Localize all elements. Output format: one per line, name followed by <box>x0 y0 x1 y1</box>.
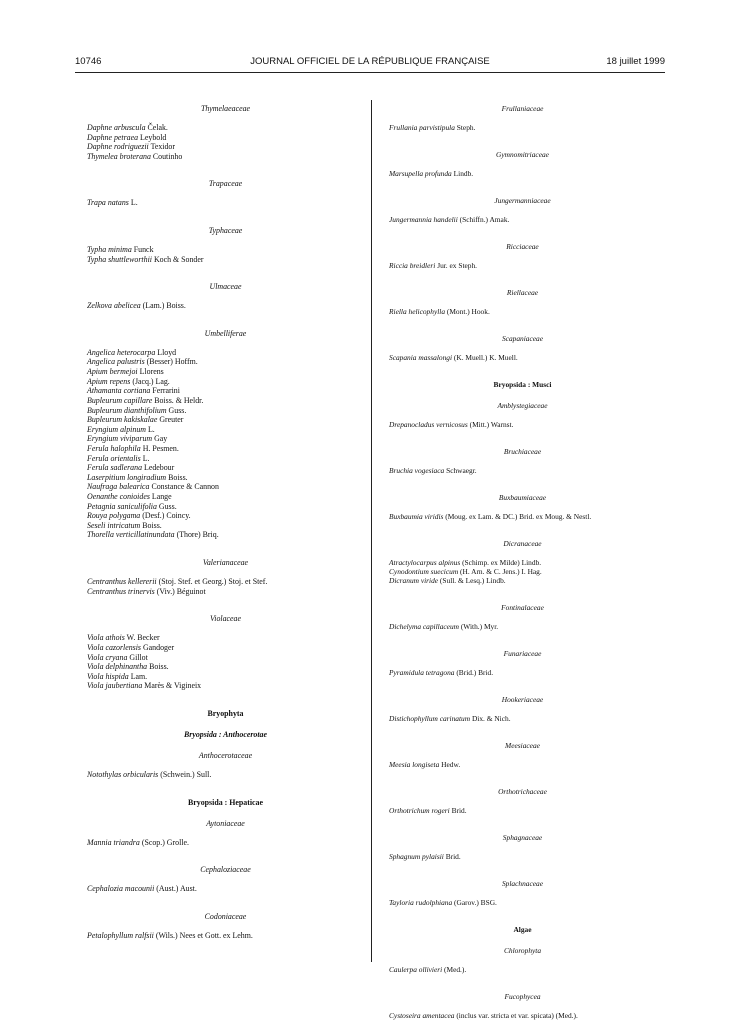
species-entry <box>87 473 364 483</box>
section-heading-algae: Algae <box>513 925 532 935</box>
species-author: (Med.). <box>444 965 467 975</box>
species-entry <box>379 307 666 316</box>
species-entry <box>379 215 666 224</box>
species-name: Viola jaubertiana <box>87 681 143 691</box>
family-heading: Funariaceae <box>503 649 542 659</box>
species-entry <box>87 415 364 425</box>
species-author: (Desf.) Coincy. <box>142 511 191 521</box>
family-group <box>87 556 364 596</box>
family-heading: Valerianaceae <box>202 558 249 568</box>
family-heading: Gymnomitriaceae <box>496 150 549 160</box>
species-name: Bupleurum dianthifolium <box>87 405 167 415</box>
species-author: Greuter <box>159 415 184 425</box>
species-entry <box>379 668 666 677</box>
species-author: Gillot <box>129 652 148 662</box>
species-name: Tayloria rudolphiana <box>389 898 453 908</box>
family-group <box>87 177 364 208</box>
species-author: Brid. <box>451 806 467 816</box>
species-entry <box>379 714 666 723</box>
species-entry <box>379 806 666 815</box>
species-entry <box>87 681 364 691</box>
family-group <box>379 601 666 631</box>
species-author: Jur. ex Steph. <box>437 261 478 271</box>
species-entry <box>87 482 364 492</box>
species-name: Viola cryana <box>87 652 128 662</box>
species-name: Oenanthe conioides <box>87 492 150 502</box>
family-group <box>379 877 666 907</box>
species-name: Dicranum viride <box>389 576 439 586</box>
species-entry <box>379 852 666 861</box>
species-entry <box>379 622 666 631</box>
species-author: Čelak. <box>147 123 168 132</box>
species-entry <box>87 931 364 941</box>
species-name: Caulerpa ollivieri <box>389 965 443 975</box>
family-heading: Fontinalaceae <box>501 603 544 613</box>
species-author: Schwaegr. <box>446 466 477 476</box>
right-column <box>379 102 666 1036</box>
section-heading-musci: Bryopsida : Musci <box>493 380 552 390</box>
species-entry <box>379 576 666 585</box>
species-name: Ferula halophila <box>87 443 141 453</box>
species-entry <box>87 434 364 444</box>
species-author: (Schiffn.) Amak. <box>459 215 510 225</box>
family-group <box>379 831 666 861</box>
column-divider <box>371 100 372 962</box>
header-rule <box>75 72 665 73</box>
family-heading: Violaceae <box>210 614 241 624</box>
family-heading: Thymelaeaceae <box>200 104 251 113</box>
family-group <box>87 863 364 894</box>
species-entry <box>379 420 666 429</box>
species-entry <box>87 643 364 653</box>
species-entry <box>379 512 666 521</box>
species-author: (Schwein.) Sull. <box>160 769 212 779</box>
species-name: Viola hispida <box>87 671 129 681</box>
species-entry <box>87 425 364 435</box>
species-entry <box>379 353 666 362</box>
species-author: (Jacq.) Lag. <box>132 376 170 386</box>
species-author: (Wils.) Nees et Gott. ex Lehm. <box>155 930 253 940</box>
species-name: Meesia longiseta <box>389 760 440 770</box>
family-heading: Anthocerotaceae <box>198 750 253 760</box>
family-heading: Ulmaceae <box>209 282 242 292</box>
species-author: (K. Muell.) K. Muell. <box>453 353 518 363</box>
species-entry <box>87 633 364 643</box>
species-entry <box>87 672 364 682</box>
species-entry <box>379 261 666 270</box>
species-entry <box>87 502 364 512</box>
family-heading: Typhaceae <box>208 226 243 236</box>
species-name: Mannia triandra <box>87 837 140 847</box>
species-name: Frullania parvistipula <box>389 123 455 132</box>
species-author: Brid. <box>445 852 461 862</box>
family-heading: Riellaceae <box>506 288 539 298</box>
species-entry <box>87 152 364 162</box>
species-author: (H. Arn. & C. Jens.) I. Hag. <box>460 567 542 577</box>
species-name: Apium bermejoi <box>87 367 138 377</box>
species-entry <box>379 1011 666 1020</box>
species-name: Typha minima <box>87 245 132 255</box>
species-author: L. <box>130 198 138 208</box>
family-heading: Scapaniaceae <box>501 334 544 344</box>
species-author: L. <box>142 453 150 463</box>
species-entry <box>87 255 364 265</box>
species-author: Marès & Vigineix <box>144 681 202 691</box>
species-name: Cynodontium suecicum <box>389 567 459 577</box>
species-name: Athamanta cortiana <box>87 386 151 396</box>
family-heading: Bruchiaceae <box>503 447 542 457</box>
species-author: Hedw. <box>441 760 461 770</box>
species-name: Daphne rodriguezii <box>87 142 149 152</box>
species-name: Petalophyllum ralfsii <box>87 930 154 940</box>
family-group <box>379 148 666 178</box>
species-author: Funck <box>133 245 154 255</box>
family-group <box>379 647 666 677</box>
species-entry <box>87 463 364 473</box>
species-author: Lloyd <box>157 347 177 357</box>
species-name: Marsupella profunda <box>389 169 452 179</box>
species-entry <box>87 367 364 377</box>
species-name: Viola delphinantha <box>87 662 148 672</box>
family-heading: Chlorophyta <box>503 946 542 956</box>
species-entry <box>379 169 666 178</box>
species-name: Bruchia vogesiaca <box>389 466 445 476</box>
species-name: Sphagnum pylaisii <box>389 852 444 862</box>
family-group <box>87 817 364 848</box>
species-name: Rouya polygama <box>87 511 141 521</box>
species-author: Boiss. <box>149 662 169 672</box>
family-group <box>379 944 666 974</box>
species-name: Eryngium viviparum <box>87 434 153 444</box>
family-group <box>379 399 666 429</box>
species-author: W. Becker <box>126 633 160 643</box>
species-entry <box>87 770 364 780</box>
family-group <box>379 445 666 475</box>
species-entry <box>87 348 364 358</box>
species-entry <box>379 567 666 576</box>
section-heading-bryophyta: Bryophyta <box>207 708 244 718</box>
species-author: (Aust.) Aust. <box>156 884 197 894</box>
family-heading: Fucophycea <box>504 992 541 1002</box>
species-name: Pyramidula tetragona <box>389 668 455 678</box>
species-author: Lam. <box>130 671 148 681</box>
species-name: Angelica palustris <box>87 357 145 367</box>
family-group <box>379 785 666 815</box>
species-name: Naufraga balearica <box>87 482 150 492</box>
species-entry <box>87 406 364 416</box>
species-name: Distichophyllum carinatum <box>389 714 471 724</box>
family-heading: Ricciaceae <box>506 242 539 252</box>
species-name: Cephalozia macounii <box>87 884 155 894</box>
species-name: Orthotrichum rogeri <box>389 806 450 816</box>
species-name: Thymelea broterana <box>87 151 151 161</box>
species-name: Riccia breidleri <box>389 261 436 271</box>
species-entry <box>87 396 364 406</box>
species-name: Bupleurum capillare <box>87 395 153 405</box>
species-name: Bupleurum kakiskalae <box>87 415 158 425</box>
family-heading: Meesiaceae <box>505 741 540 751</box>
species-name: Zelkova abelicea <box>87 301 141 311</box>
family-heading: Buxbaumiaceae <box>498 493 547 503</box>
species-entry <box>87 653 364 663</box>
species-name: Centranthus trinervis <box>87 586 155 596</box>
family-heading: Orthotrichaceae <box>498 787 547 797</box>
species-name: Scapania massalongi <box>389 353 453 363</box>
species-author: Llorens <box>139 367 164 377</box>
species-author: (Scop.) Grolle. <box>141 837 189 847</box>
family-group <box>87 910 364 941</box>
species-name: Atractylocarpus alpinus <box>389 558 461 568</box>
family-heading: Umbelliferae <box>204 328 247 338</box>
species-entry <box>87 530 364 540</box>
species-author: (Brid.) Brid. <box>456 668 494 678</box>
species-name: Eryngium alpinum <box>87 424 146 434</box>
species-author: Guss. <box>158 501 177 511</box>
species-entry <box>379 760 666 769</box>
species-author: Gay <box>154 434 168 444</box>
species-entry <box>87 198 364 208</box>
family-heading: Frullaniaceae <box>501 104 544 113</box>
family-group <box>87 749 364 780</box>
species-name: Laserpitium longiradium <box>87 472 167 482</box>
species-name: Angelica heterocarpa <box>87 347 156 357</box>
species-author: (Garov.) BSG. <box>454 898 497 908</box>
family-heading: Codoniaceae <box>204 911 247 921</box>
journal-title: JOURNAL OFFICIEL DE LA RÉPUBLIQUE FRANÇAISE <box>250 56 490 67</box>
species-entry <box>87 142 364 152</box>
family-heading: Splachnaceae <box>501 879 544 889</box>
species-entry <box>87 133 364 143</box>
left-column <box>87 102 364 956</box>
species-entry <box>379 466 666 475</box>
family-group <box>379 739 666 769</box>
species-entry <box>87 511 364 521</box>
species-entry <box>87 245 364 255</box>
species-author: (Thore) Briq. <box>176 530 219 540</box>
species-name: Viola athois <box>87 633 125 643</box>
section-heading-anthocerotae: Bryopsida : Anthocerotae <box>184 729 267 739</box>
species-entry <box>379 558 666 567</box>
family-group <box>379 240 666 270</box>
species-author: Boiss. & Heldr. <box>154 395 204 405</box>
page-number: 10746 <box>75 56 102 67</box>
publication-date: 18 juillet 1999 <box>606 56 665 67</box>
species-author: Steph. <box>456 123 476 132</box>
species-entry <box>87 577 364 587</box>
species-author: (With.) Myr. <box>460 622 499 632</box>
species-name: Buxbaumia viridis <box>389 512 444 522</box>
family-heading: Trapaceae <box>208 179 243 189</box>
species-author: Lange <box>151 492 172 502</box>
family-group <box>379 286 666 316</box>
species-entry <box>379 898 666 907</box>
family-group <box>379 990 666 1020</box>
species-name: Cystoseira amentacea <box>389 1011 455 1021</box>
species-entry <box>87 884 364 894</box>
species-entry <box>87 454 364 464</box>
species-author: (Schimp. ex Milde) Lindb. <box>462 558 542 568</box>
species-name: Apium repens <box>87 376 131 386</box>
species-author: (Viv.) Béguinot <box>156 586 206 596</box>
family-heading: Sphagnaceae <box>502 833 543 843</box>
species-entry <box>87 662 364 672</box>
family-group <box>379 194 666 224</box>
family-group <box>87 224 364 264</box>
species-name: Jungermannia handelii <box>389 215 458 225</box>
species-author: Koch & Sonder <box>153 254 204 264</box>
species-entry <box>87 377 364 387</box>
species-author: Boiss. <box>142 520 162 530</box>
species-author: Constance & Cannon <box>151 482 219 492</box>
species-entry <box>379 123 666 132</box>
species-name: Seseli intricatum <box>87 520 141 530</box>
species-author: (Sull. & Lesq.) Lindb. <box>439 576 506 586</box>
species-author: H. Pesmen. <box>142 443 179 453</box>
family-heading: Cephaloziaceae <box>200 865 251 875</box>
family-heading: Hookeriaceae <box>501 695 544 705</box>
species-name: Typha shuttleworthii <box>87 254 152 264</box>
section-heading-hepaticae: Bryopsida : Hepaticae <box>188 797 263 807</box>
family-group <box>379 537 666 585</box>
species-name: Dichelyma capillaceum <box>389 622 459 632</box>
species-entry <box>87 587 364 597</box>
species-name: Viola cazorlensis <box>87 642 141 652</box>
family-group <box>87 280 364 311</box>
family-group <box>379 102 666 132</box>
species-entry <box>379 965 666 974</box>
species-author: Leybold <box>140 132 167 142</box>
family-heading: Amblystegiaceae <box>497 401 548 411</box>
species-name: Daphne arbuscula <box>87 123 146 132</box>
species-name: Trapa natans <box>87 198 129 208</box>
family-group <box>87 102 364 161</box>
species-author: (Mitt.) Warnst. <box>469 420 514 430</box>
species-author: (Moug. ex Lam. & DC.) Brid. ex Moug. & Nestl. <box>445 512 592 522</box>
species-author: (Besser) Hoffm. <box>146 357 198 367</box>
species-author: (Mont.) Hook. <box>446 307 490 317</box>
species-author: L. <box>147 424 155 434</box>
species-entry <box>87 357 364 367</box>
species-author: (inclus var. stricta et var. spicata) (Med.). <box>456 1011 578 1021</box>
species-entry <box>87 521 364 531</box>
family-group <box>87 327 364 540</box>
species-author: Ferrarini <box>152 386 180 396</box>
species-author: Gandoger <box>142 642 175 652</box>
species-name: Notothylas orbicularis <box>87 769 159 779</box>
species-name: Thorella verticillatinundata <box>87 530 175 540</box>
species-author: Guss. <box>168 405 187 415</box>
species-entry <box>87 444 364 454</box>
species-author: (Stoj. Stef. et Georg.) Stoj. et Stef. <box>158 577 268 587</box>
species-author: Ledebour <box>144 463 175 473</box>
family-group <box>379 491 666 521</box>
family-heading: Dicranaceae <box>503 539 542 549</box>
species-entry <box>87 492 364 502</box>
species-author: (Lam.) Boiss. <box>142 301 186 311</box>
species-name: Centranthus kellererii <box>87 577 157 587</box>
species-author: Lindb. <box>453 169 474 179</box>
species-author: Boiss. <box>168 472 188 482</box>
family-group <box>87 612 364 691</box>
family-group <box>379 693 666 723</box>
species-name: Daphne petraea <box>87 132 139 142</box>
species-entry <box>87 301 364 311</box>
species-name: Petagnia saniculifolia <box>87 501 157 511</box>
family-heading: Aytoniaceae <box>206 818 245 828</box>
species-entry <box>87 838 364 848</box>
species-author: Coutinho <box>152 151 183 161</box>
species-name: Ferula sadlerana <box>87 463 143 473</box>
species-name: Drepanocladus vernicosus <box>389 420 468 430</box>
family-heading: Jungermanniaceae <box>494 196 551 206</box>
species-name: Ferula orientalis <box>87 453 141 463</box>
species-author: Texidor <box>150 142 176 152</box>
species-entry <box>87 386 364 396</box>
family-group <box>379 332 666 362</box>
page-header <box>75 56 665 72</box>
species-author: Dix. & Nich. <box>471 714 511 724</box>
species-entry <box>87 123 364 133</box>
species-name: Riella helicophylla <box>389 307 446 317</box>
